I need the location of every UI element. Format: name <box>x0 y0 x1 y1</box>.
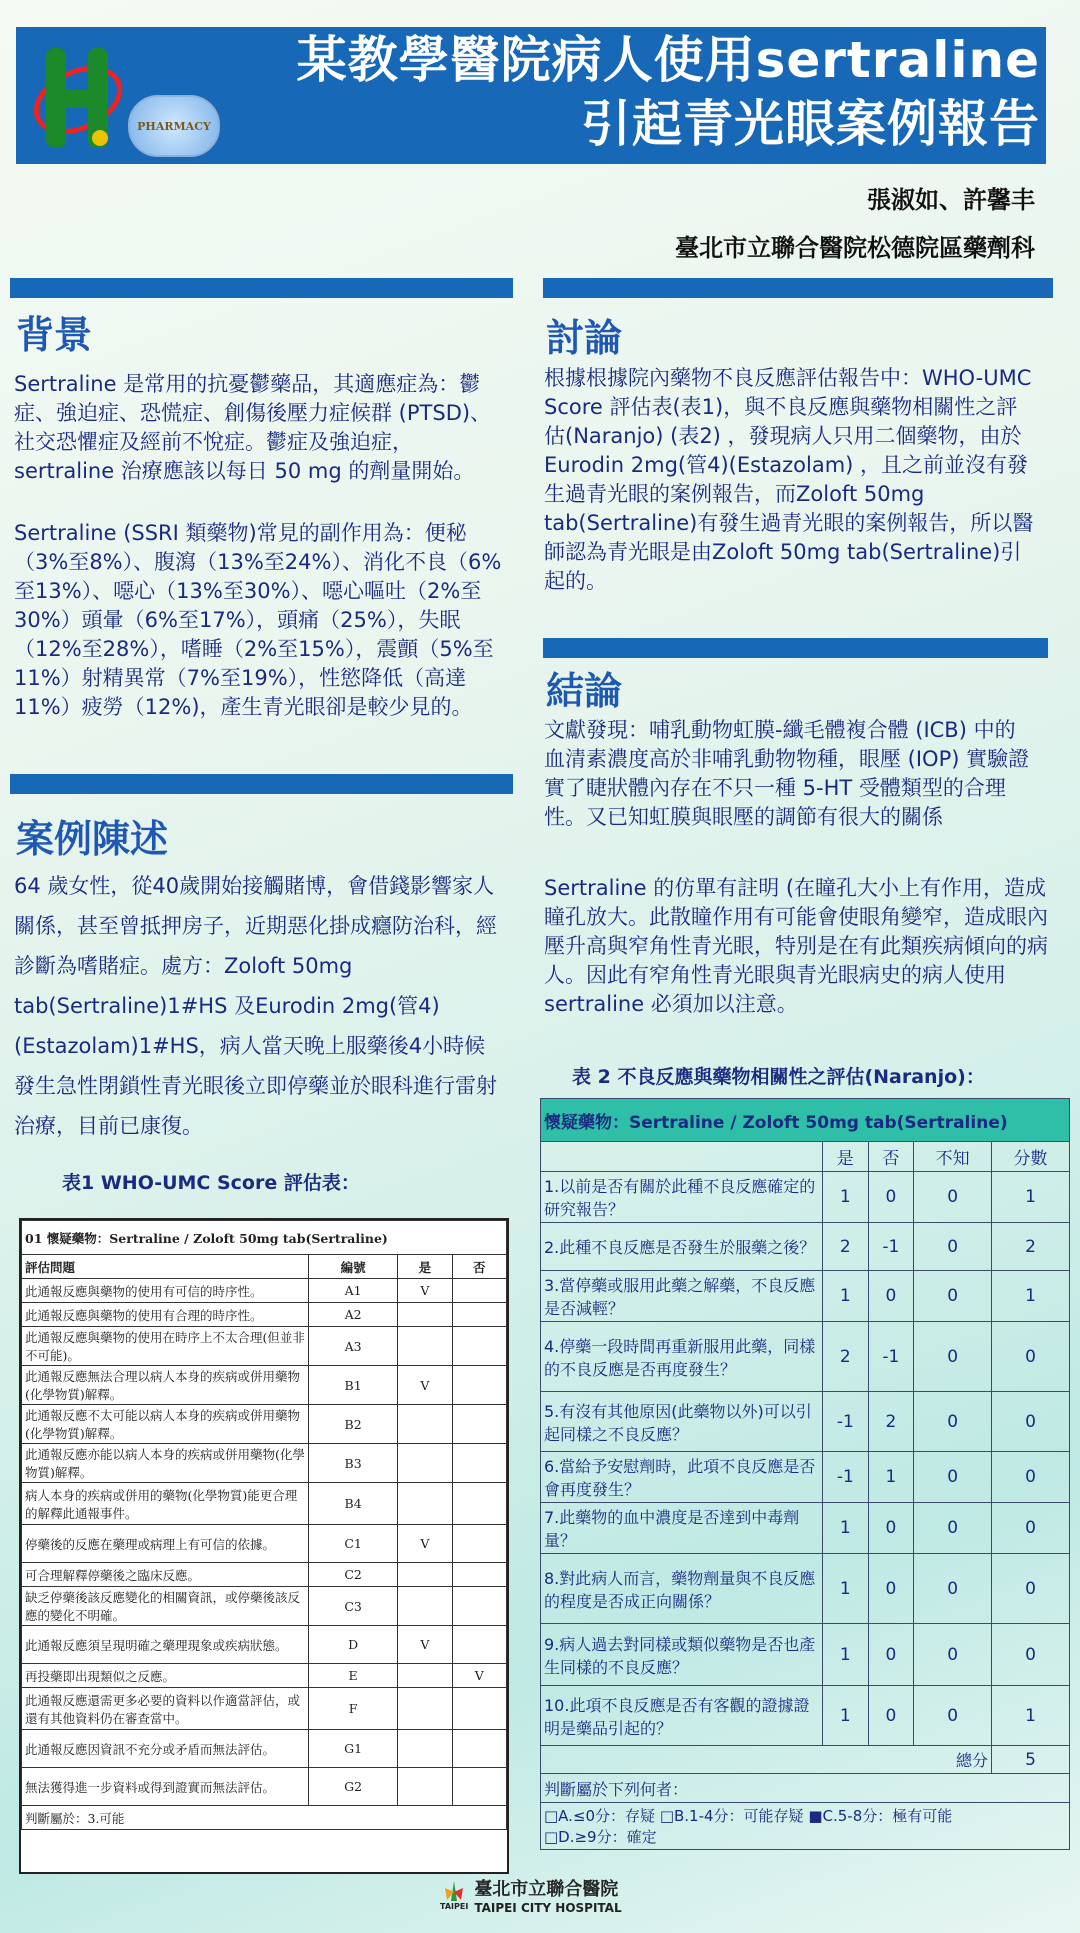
table2-row <box>541 1554 1070 1624</box>
table1-no <box>452 1768 506 1806</box>
table1-yes <box>398 1563 452 1587</box>
table1-question: 此通報反應因資訊不充分或矛盾而無法評估。 <box>22 1730 309 1768</box>
table2-yes: 1 <box>823 1503 869 1554</box>
table1-code: C1 <box>309 1525 398 1563</box>
table1-judgement: 判斷屬於：3.可能 <box>22 1806 507 1830</box>
hospital-figure-icon <box>441 1880 467 1902</box>
table2-score: 0 <box>992 1503 1070 1554</box>
section-bar-discussion <box>543 278 1053 298</box>
table1-yes: V <box>398 1626 452 1664</box>
table1-row <box>22 1366 507 1405</box>
table1-code: B2 <box>309 1405 398 1444</box>
table1-code: B4 <box>309 1483 398 1525</box>
table1-drug: 01 懷疑藥物：Sertraline / Zoloft 50mg tab(Sertraline) <box>22 1221 507 1255</box>
table2-caption: 表 2 不良反應與藥物相關性之評估(Naranjo)： <box>572 1066 985 1088</box>
table1-caption: 表1 WHO-UMC Score 評估表： <box>62 1172 360 1194</box>
table1-yes <box>398 1405 452 1444</box>
table1-no <box>452 1483 506 1525</box>
table2-total: 5 <box>992 1746 1070 1774</box>
title-line-1: 某教學醫院病人使用sertraline <box>296 31 1040 89</box>
table2-header-yes: 是 <box>823 1142 869 1172</box>
title-line-2: 引起青光眼案例報告 <box>581 95 1040 153</box>
table2-yes: -1 <box>823 1452 869 1503</box>
table2-header-unknown: 不知 <box>914 1142 992 1172</box>
table1-yes <box>398 1444 452 1483</box>
table2-header-score: 分數 <box>992 1142 1070 1172</box>
table2-unknown: 0 <box>914 1172 992 1223</box>
table1-code: B1 <box>309 1366 398 1405</box>
table2-unknown: 0 <box>914 1322 992 1392</box>
table2-header-blank <box>541 1142 823 1172</box>
case-text: 64 歲女性，從40歲開始接觸賭博，會借錢影響家人關係，甚至曾抵押房子，近期惡化掛成癮防治科，經診斷為嗜賭症。處方：Zoloft 50mg tab(Sertraline)1#HS 及Eurodin 2mg(管4)(Estazolam)1#HS，病人當天晚上服藥後4小時候發生急性閉鎖性青光眼後立即停藥並於眼科進行雷射治療，目前已康復。 <box>14 874 497 1138</box>
table1-yes <box>398 1688 452 1730</box>
table1-row <box>22 1664 507 1688</box>
heading-conclusion: 結論 <box>546 669 623 713</box>
table1-no <box>452 1525 506 1563</box>
table2-unknown: 0 <box>914 1223 992 1271</box>
table2-score: 0 <box>992 1392 1070 1452</box>
table1-header-yes: 是 <box>398 1255 452 1279</box>
table1-question: 此通報反應與藥物的使用在時序上不太合理(但並非不可能)。 <box>22 1327 309 1366</box>
table2-question: 4.停藥一段時間再重新服用此藥，同樣的不良反應是否再度發生？ <box>541 1322 823 1392</box>
table2-row <box>541 1392 1070 1452</box>
table1-no <box>452 1730 506 1768</box>
table1-row <box>22 1688 507 1730</box>
table1-question: 此通報反應須呈現明確之藥理現象或疾病狀態。 <box>22 1626 309 1664</box>
table2-no: 0 <box>868 1271 914 1322</box>
table2-no: 0 <box>868 1503 914 1554</box>
heading-discussion: 討論 <box>546 316 623 360</box>
table1-question: 無法獲得進一步資料或得到證實而無法評估。 <box>22 1768 309 1806</box>
table2-score: 0 <box>992 1554 1070 1624</box>
table1-question: 此通報反應與藥物的使用有合理的時序性。 <box>22 1303 309 1327</box>
table2-score: 2 <box>992 1223 1070 1271</box>
pharmacy-logo-text: PHARMACY <box>137 119 211 133</box>
naranjo-table <box>540 1098 1070 1850</box>
table2-no: 2 <box>868 1392 914 1452</box>
table2-question: 1.以前是否有關於此種不良反應確定的研究報告？ <box>541 1172 823 1223</box>
background-paragraph-1: Sertraline 是常用的抗憂鬱藥品，其適應症為：鬱症、強迫症、恐慌症、創傷後壓力症候群 (PTSD)、社交恐懼症及經前不悅症。鬱症及強迫症，sertraline 治療應該以每日 50 mg 的劑量開始。 <box>14 372 492 483</box>
table1-code: C3 <box>309 1587 398 1626</box>
table1-yes <box>398 1768 452 1806</box>
table1-no: V <box>452 1664 506 1688</box>
table1-row <box>22 1303 507 1327</box>
table1-question: 病人本身的疾病或併用的藥物(化學物質)能更合理的解釋此通報事件。 <box>22 1483 309 1525</box>
table1-yes <box>398 1730 452 1768</box>
footer-logo-mark <box>440 1880 468 1911</box>
table2-score: 1 <box>992 1172 1070 1223</box>
table1-yes: V <box>398 1279 452 1303</box>
table2-no: 1 <box>868 1452 914 1503</box>
table2-yes: 2 <box>823 1322 869 1392</box>
table1-no <box>452 1626 506 1664</box>
table2-yes: 1 <box>823 1624 869 1686</box>
table1-header-question: 評估問題 <box>22 1255 309 1279</box>
table2-yes: 1 <box>823 1554 869 1624</box>
table2-row <box>541 1271 1070 1322</box>
table2-row <box>541 1223 1070 1271</box>
table2-row <box>541 1624 1070 1686</box>
footer-hospital-logo <box>440 1875 622 1915</box>
table1-row <box>22 1768 507 1806</box>
table1-code: A2 <box>309 1303 398 1327</box>
table1-yes <box>398 1327 452 1366</box>
table2-header-no: 否 <box>868 1142 914 1172</box>
table1-no <box>452 1587 506 1626</box>
table2-question: 2.此種不良反應是否發生於服藥之後？ <box>541 1223 823 1271</box>
table2-row <box>541 1452 1070 1503</box>
table2-score: 0 <box>992 1452 1070 1503</box>
table2-unknown: 0 <box>914 1271 992 1322</box>
judge-line-1: □A.≤0分：存疑 □B.1-4分：可能存疑 ■C.5-8分：極有可能 <box>544 1807 953 1825</box>
table2-drug: 懷疑藥物：Sertraline / Zoloft 50mg tab(Sertraline) <box>541 1099 1070 1142</box>
table1-row <box>22 1327 507 1366</box>
table2-judge-options <box>541 1803 1070 1850</box>
table2-score: 1 <box>992 1686 1070 1746</box>
table2-question: 7.此藥物的血中濃度是否達到中毒劑量？ <box>541 1503 823 1554</box>
table1-yes <box>398 1587 452 1626</box>
section-bar-conclusion <box>543 638 1048 658</box>
table2-no: 0 <box>868 1624 914 1686</box>
footer-names <box>474 1875 621 1915</box>
table2-unknown: 0 <box>914 1554 992 1624</box>
pharmacy-logo <box>128 95 220 157</box>
table1-no <box>452 1327 506 1366</box>
background-paragraph-2: Sertraline (SSRI 類藥物)常見的副作用為：便秘（3%至8%）、腹瀉（13%至24%）、消化不良（6%至13%）、噁心（13%至30%）、噁心嘔吐（2%至30%）頭暈（6%至17%），頭痛（25%），失眠（12%至28%），嗜睡（2%至15%），震顫（5%至11%）射精異常（7%至19%），性慾降低（高達11%）疲勞（12%)，產生青光眼卻是較少見的。 <box>14 521 502 719</box>
table2-question: 10.此項不良反應是否有客觀的證據證明是藥品引起的？ <box>541 1686 823 1746</box>
table1-code: G1 <box>309 1730 398 1768</box>
table2-score: 0 <box>992 1624 1070 1686</box>
table2-row <box>541 1172 1070 1223</box>
table1-question: 此通報反應與藥物的使用有可信的時序性。 <box>22 1279 309 1303</box>
table2-question: 5.有沒有其他原因(此藥物以外)可以引起同樣之不良反應？ <box>541 1392 823 1452</box>
table1-code: G2 <box>309 1768 398 1806</box>
table1-row <box>22 1626 507 1664</box>
table1-question: 此通報反應亦能以病人本身的疾病或併用藥物(化學物質)解釋。 <box>22 1444 309 1483</box>
table2-unknown: 0 <box>914 1686 992 1746</box>
table2-yes: -1 <box>823 1392 869 1452</box>
table2-no: -1 <box>868 1322 914 1392</box>
table1-code: F <box>309 1688 398 1730</box>
table1-no <box>452 1688 506 1730</box>
judge-line-2: □D.≥9分：確定 <box>544 1828 657 1846</box>
table2-yes: 1 <box>823 1172 869 1223</box>
table1-code: A3 <box>309 1327 398 1366</box>
table1-code: A1 <box>309 1279 398 1303</box>
table1-question: 再投藥即出現類似之反應。 <box>22 1664 309 1688</box>
discussion-text: 根據根據院內藥物不良反應評估報告中：WHO-UMC Score 評估表(表1)，與不良反應與藥物相關性之評估(Naranjo) (表2) ，發現病人只用二個藥物，由於Eurodin 2mg(管4)(Estazolam) ，且之前並沒有發生過青光眼的案例報告，而Zoloft 50mg tab(Sertraline)有發生過青光眼的案例報告，所以醫師認為青光眼是由Zoloft 50mg tab(Sertraline)引起的。 <box>544 366 1034 593</box>
hospital-h-logo-icon <box>30 38 125 156</box>
table1-yes <box>398 1483 452 1525</box>
table1-row <box>22 1405 507 1444</box>
table2-unknown: 0 <box>914 1624 992 1686</box>
table1-no <box>452 1303 506 1327</box>
authors: 張淑如、許馨丰 <box>867 186 1035 214</box>
table2-unknown: 0 <box>914 1392 992 1452</box>
table2-question: 9.病人過去對同樣或類似藥物是否也產生同樣的不良反應？ <box>541 1624 823 1686</box>
table2-total-label: 總分 <box>541 1746 992 1774</box>
section-bar-background <box>10 278 513 298</box>
affiliation: 臺北市立聯合醫院松德院區藥劑科 <box>675 234 1035 262</box>
table2-row <box>541 1686 1070 1746</box>
table1-yes <box>398 1664 452 1688</box>
table1-yes <box>398 1303 452 1327</box>
table1-no <box>452 1366 506 1405</box>
heading-background: 背景 <box>16 313 93 357</box>
table2-unknown: 0 <box>914 1503 992 1554</box>
conclusion-paragraph-2: Sertraline 的仿單有註明 (在瞳孔大小上有作用，造成瞳孔放大。此散瞳作用有可能會使眼角變窄，造成眼內壓升高與窄角性青光眼，特別是在有此類疾病傾向的病人。因此有窄角性青光眼與青光眼病史的病人使用sertraline 必須加以注意。 <box>544 876 1048 1016</box>
table1-no <box>452 1563 506 1587</box>
table1-question: 停藥後的反應在藥理或病理上有可信的依據。 <box>22 1525 309 1563</box>
table2-yes: 1 <box>823 1686 869 1746</box>
table2-no: 0 <box>868 1686 914 1746</box>
table1-no <box>452 1405 506 1444</box>
table1-row <box>22 1525 507 1563</box>
table1-row <box>22 1483 507 1525</box>
table2-score: 1 <box>992 1271 1070 1322</box>
table2-score: 0 <box>992 1322 1070 1392</box>
table1-no <box>452 1444 506 1483</box>
who-umc-table <box>19 1218 509 1874</box>
table2-no: -1 <box>868 1223 914 1271</box>
conclusion-paragraph-1: 文獻發現：哺乳動物虹膜-纖毛體複合體 (ICB) 中的血清素濃度高於非哺乳動物物種，眼壓 (IOP) 實驗證實了睫狀體內存在不只一種 5-HT 受體類型的合理性。又已知虹膜與眼壓的調節有很大的關係 <box>544 718 1030 829</box>
table1-code: D <box>309 1626 398 1664</box>
table2-row <box>541 1503 1070 1554</box>
table1-code: E <box>309 1664 398 1688</box>
table1-question: 此通報反應還需更多必要的資料以作適當評估，或還有其他資料仍在審查當中。 <box>22 1688 309 1730</box>
section-bar-case <box>10 774 513 794</box>
table2-judge-label: 判斷屬於下列何者： <box>541 1774 1070 1803</box>
table1-question: 此通報反應不太可能以病人本身的疾病或併用藥物(化學物質)解釋。 <box>22 1405 309 1444</box>
table1-question: 此通報反應無法合理以病人本身的疾病或併用藥物(化學物質)解釋。 <box>22 1366 309 1405</box>
table1-row <box>22 1444 507 1483</box>
table2-question: 3.當停藥或服用此藥之解藥，不良反應是否減輕？ <box>541 1271 823 1322</box>
table1-row <box>22 1587 507 1626</box>
footer-name-en: TAIPEI CITY HOSPITAL <box>474 1901 622 1915</box>
table2-yes: 2 <box>823 1223 869 1271</box>
poster-title <box>297 28 1040 156</box>
table1-row <box>22 1279 507 1303</box>
footer-logo-small-text: TAIPEI <box>440 1901 469 1911</box>
table1-row <box>22 1563 507 1587</box>
table1-yes: V <box>398 1525 452 1563</box>
table1-code: C2 <box>309 1563 398 1587</box>
table1-header-no: 否 <box>452 1255 506 1279</box>
table1-question: 缺乏停藥後該反應變化的相關資訊，或停藥後該反應的變化不明確。 <box>22 1587 309 1626</box>
table2-no: 0 <box>868 1172 914 1223</box>
table1-header-code: 編號 <box>309 1255 398 1279</box>
table2-row <box>541 1322 1070 1392</box>
heading-case: 案例陳述 <box>16 817 169 861</box>
table1-question: 可合理解釋停藥後之臨床反應。 <box>22 1563 309 1587</box>
table2-no: 0 <box>868 1554 914 1624</box>
table1-yes: V <box>398 1366 452 1405</box>
table2-unknown: 0 <box>914 1452 992 1503</box>
table1-no <box>452 1279 506 1303</box>
table2-question: 6.當給予安慰劑時，此項不良反應是否會再度發生？ <box>541 1452 823 1503</box>
table1-row <box>22 1730 507 1768</box>
footer-name-zh: 臺北市立聯合醫院 <box>474 1879 619 1900</box>
table1-code: B3 <box>309 1444 398 1483</box>
table2-yes: 1 <box>823 1271 869 1322</box>
table2-question: 8.對此病人而言，藥物劑量與不良反應的程度是否成正向關係？ <box>541 1554 823 1624</box>
